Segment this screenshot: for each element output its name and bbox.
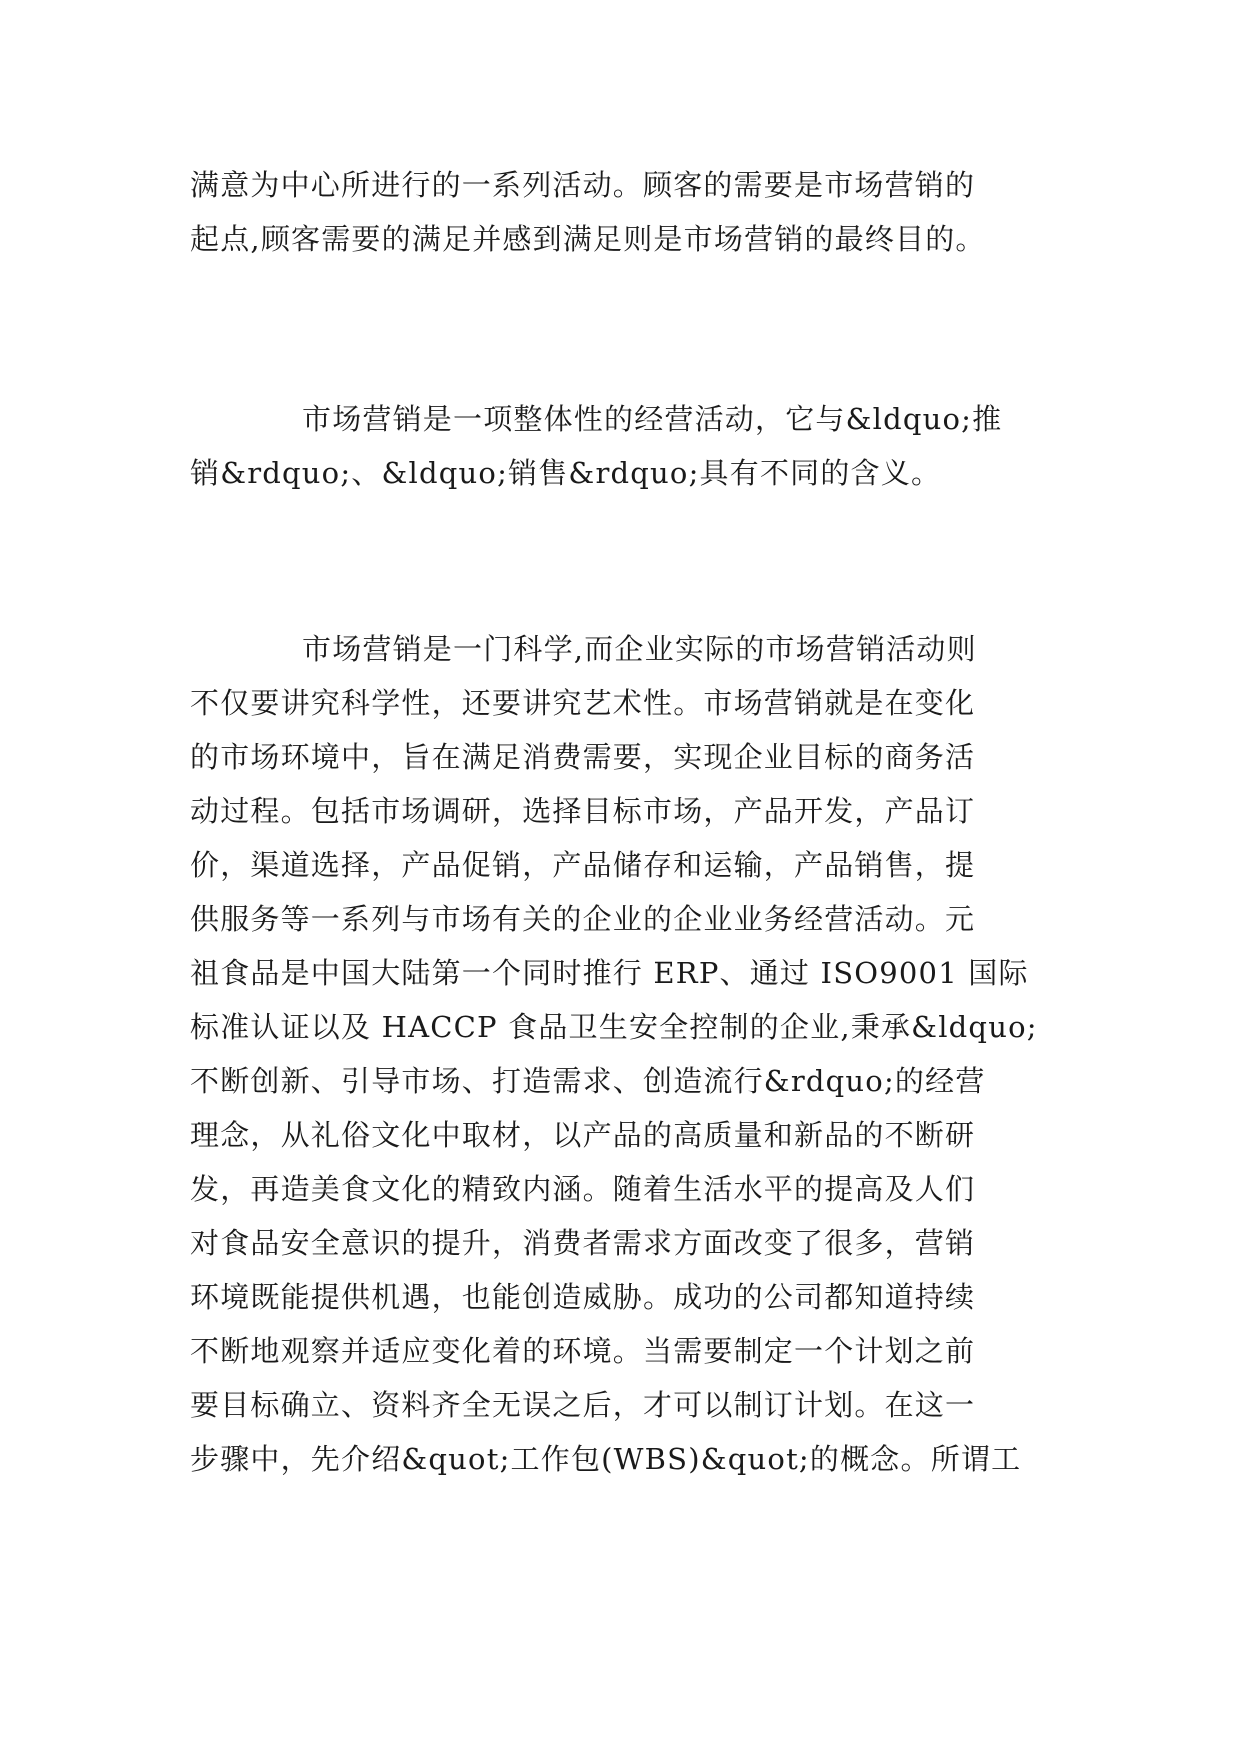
text-line: 发，再造美食文化的精致内涵。随着生活水平的提高及人们	[190, 1172, 976, 1206]
text-line: 标准认证以及 HACCP 食品卫生安全控制的企业,秉承&ldquo;	[190, 1010, 1038, 1044]
paragraph-continuation	[190, 158, 1050, 266]
text-line: 动过程。包括市场调研，选择目标市场，产品开发，产品订	[190, 794, 976, 828]
text-line: 不断地观察并适应变化着的环境。当需要制定一个计划之前	[190, 1334, 976, 1368]
text-line: 祖食品是中国大陆第一个同时推行 ERP、通过 ISO9001 国际	[190, 956, 1029, 990]
text-line: 起点,顾客需要的满足并感到满足则是市场营销的最终目的。	[190, 222, 986, 256]
text-line-first: 市场营销是一门科学,而企业实际的市场营销活动则	[302, 632, 977, 666]
text-line: 供服务等一系列与市场有关的企业的企业业务经营活动。元	[190, 902, 976, 936]
text-line: 不断创新、引导市场、打造需求、创造流行&rdquo;的经营	[190, 1064, 986, 1098]
text-line: 销&rdquo;、&ldquo;销售&rdquo;具有不同的含义。	[190, 456, 942, 490]
paragraph-marketing-definition	[190, 392, 1050, 500]
text-line: 环境既能提供机遇，也能创造威胁。成功的公司都知道持续	[190, 1280, 976, 1314]
text-line: 满意为中心所进行的一系列活动。顾客的需要是市场营销的	[190, 168, 976, 202]
text-line: 步骤中，先介绍&quot;工作包(WBS)&quot;的概念。所谓工	[190, 1442, 1022, 1476]
text-line: 不仅要讲究科学性，还要讲究艺术性。市场营销就是在变化	[190, 686, 976, 720]
text-line: 对食品安全意识的提升，消费者需求方面改变了很多，营销	[190, 1226, 976, 1260]
paragraph-marketing-science	[190, 622, 1050, 1486]
text-line: 的市场环境中，旨在满足消费需要，实现企业目标的商务活	[190, 740, 976, 774]
text-line: 理念，从礼俗文化中取材，以产品的高质量和新品的不断研	[190, 1118, 976, 1152]
text-line: 要目标确立、资料齐全无误之后，才可以制订计划。在这一	[190, 1388, 976, 1422]
text-line: 价，渠道选择，产品促销，产品储存和运输，产品销售，提	[190, 848, 976, 882]
text-line-first: 市场营销是一项整体性的经营活动，它与&ldquo;推	[302, 402, 1003, 436]
